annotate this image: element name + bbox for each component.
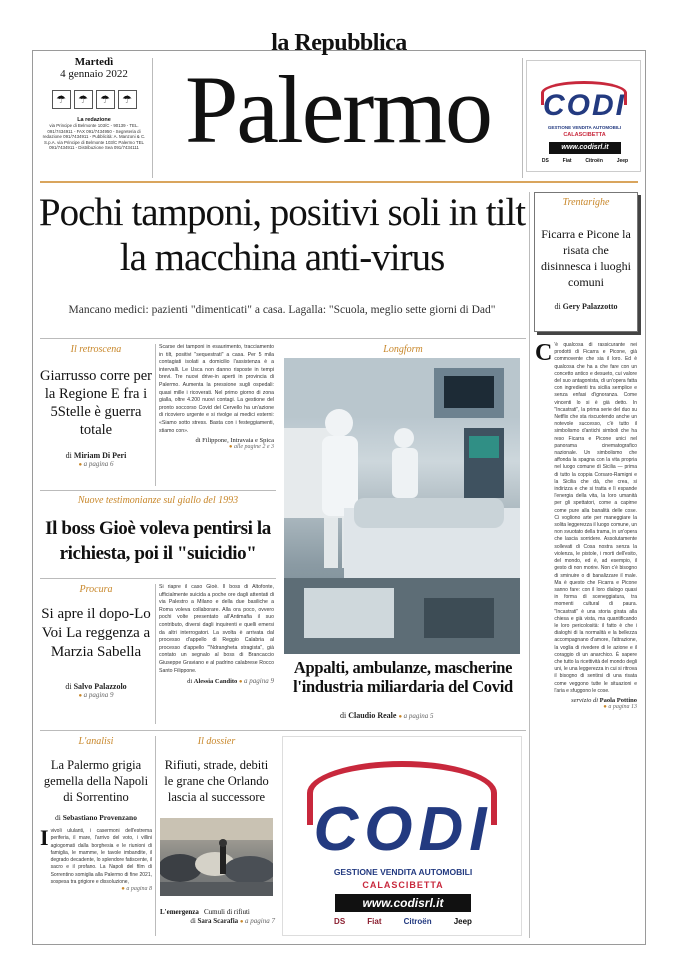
dossier-headline[interactable]: Rifiuti, strade, debiti le grane che Orlando lascia al successore — [164, 758, 269, 804]
retroscena-headline[interactable]: Giarrusso corre per la Regione E fra i 5Stelle è guerra totale — [40, 368, 152, 438]
dossier-article[interactable] — [159, 736, 274, 805]
dossier-kicker: Il dossier — [197, 736, 236, 747]
garbage-photo-illustration — [160, 818, 273, 896]
longform-pageref[interactable]: ● a pagina 5 — [398, 712, 433, 720]
byline-prefix: di — [65, 682, 72, 691]
bottom-advertisement[interactable] — [282, 736, 522, 936]
dossier-pageref[interactable]: ● a pagina 7 — [240, 917, 275, 925]
top-advertisement[interactable] — [526, 60, 641, 172]
dossier-caption — [160, 899, 275, 918]
day-label: Martedì — [74, 56, 114, 68]
longform-headline[interactable]: Appalti, ambulanze, mascherine l'industria miliardaria del Covid — [293, 658, 513, 696]
sidebar-body: 'è qualcosa di rassicurante nei prodotti di Ficarra e Picone, già commovente che sia il loro. Ed è qualcosa che ha a che fare con un concetto antico e desueto, cui valore del suo antagonista, di un'opera fatta con ingredienti tra sicilia semplice e senza enfasi d'ignoranza. Come vincenti lo si è già detto. In "Incastrati", la prima serie del duo su Netflix che sta riscuotendo anche un notevole successo, c'è tutto il simbolismo d'antichi simboli che ha reso Ficarra e Picone unici nel panorama cinematografico nazionale. Un simbolismo che affonda la spagna con la vita propria nel luogo comune di Sicilia — prima di tutto la coppia Corsaro-Ramigni e la Sicilia che dà, che crea, si indirizza e che si tratta e lì espande l'energia della vita, la loro umanità per gli spettatori, come a capirne come pure alla banalità delle cose. Ci vogliono arte per maneggiare la solita leggerezza il luogo comune, un non svuotato della trama, in un'opera che lascia sorridere. Assolutamente sollevati di Cosa nostra senza la violenza, le pistole, i morti dell'esito, del mondo, ed è, ad esempio, il gesto di non morire. Non c'è bisogno di sminuire o di banalizzare il male. Ma è questo che Ficarra e Picone sanno fare: con il loro dialogo quasi in forma di sceneggiatura, tra momenti cultural di paura. "Incastrati" è una storia girata alla chiesa e già vista, ma quantificando le loro pericolosità: il fatto è che i dialoghi di la normalità e la bellezza accompagnano d'amore, l'attrazione, la voglia di rivedere di le azione e il coraggio di un anarchico. È sapere che tutto la ricettività del mondo degli uni, le una leggerezza in cui si ritrova il bisogno di sentirsi di una risata come veggono tutte le situazioni e l'aria e sfuggono le cose. — [554, 342, 637, 694]
service-author: Paola Pottino — [599, 696, 637, 704]
longform-kicker: Longform — [383, 344, 423, 355]
redazione-label: La redazione — [77, 117, 111, 123]
analisi-dropcap: I — [40, 825, 49, 850]
ad-brand-marks — [323, 917, 483, 926]
procura-headline[interactable]: Si apre il dopo-Lo Voi La reggenza a Marzia Sabella — [41, 606, 151, 660]
analisi-headline[interactable]: La Palermo grigia gemella della Napoli di Sorrentino — [43, 758, 149, 804]
byline-prefix: di — [187, 678, 193, 686]
longform-article[interactable] — [280, 344, 526, 355]
citroen-logo-icon: Citroën — [403, 917, 432, 926]
ad-url[interactable]: www.codisrl.it — [335, 894, 471, 912]
date-block — [40, 56, 148, 151]
ad-town: CALASCIBETTA — [362, 880, 444, 890]
analisi-pageref[interactable]: ● a pagina 8 — [40, 886, 152, 892]
byline-prefix: di — [65, 451, 72, 460]
weather-row — [40, 90, 148, 109]
analisi-author: Sebastiano Provenzano — [62, 813, 137, 822]
fiat-logo-icon: Fiat — [562, 158, 572, 164]
byline-prefix: di — [190, 917, 196, 925]
procura-pageref[interactable]: ● a pagina 9 — [40, 691, 152, 699]
ad-brand-marks — [535, 158, 635, 164]
analisi-body: vivoli ululanti, i casermoni dell'estrema periferia, il mare, l'arrivo del voto, i villini agiogomati dalla borghesia e le riunioni di famiglia, le mamme, le tavole imbandite, il degrado decadente, lo splendore fatiscente, il sacro e il profano. La Napoli del film di Sorrentino somiglia alla Palermo di fine 2021, sospesa tra grigiore e dissoluzione, — [50, 828, 152, 886]
sidebar-body-column — [535, 342, 637, 710]
lead-headline[interactable]: Pochi tamponi, positivi soli in tilt la macchina anti-virus — [38, 191, 526, 279]
ad-url[interactable]: www.codisrl.it — [549, 142, 621, 154]
longform-byline — [340, 711, 530, 720]
procura-article[interactable] — [40, 584, 152, 699]
date-label: 4 gennaio 2022 — [60, 68, 128, 80]
retroscena-pageref[interactable]: ● a pagina 6 — [40, 460, 152, 468]
sidebar-kicker: Trentarighe — [562, 197, 610, 208]
byline-prefix: di — [554, 302, 561, 311]
gioe-author: Alessia Candito — [193, 678, 238, 686]
ds-logo-icon: DS — [541, 158, 549, 164]
icu-photo[interactable] — [284, 358, 520, 654]
ad-tagline: GESTIONE VENDITA AUTOMOBILI — [333, 867, 473, 877]
byline-prefix: di — [340, 711, 347, 720]
procura-kicker: Procura — [79, 584, 113, 595]
redazione-text: via Principe di Belmonte 103/C - 90139 - TEL. 091/7434911 - FAX 091/7434950 - Segreteria di redazione 091/7434911 - Pubblicità: A. Manzoni & C. S.p.A. via Principe di Belmonte 103/C Palermo TEL 091/7434911 - Distribuzione Sea 091/7434111 — [42, 123, 146, 151]
jeep-logo-icon: Jeep — [453, 917, 472, 926]
city-title: Palermo — [185, 56, 491, 163]
ad-logo: CODI — [313, 795, 493, 864]
cloud-rain-icon: ☂ — [74, 90, 93, 109]
cloud-rain-icon: ☂ — [96, 90, 115, 109]
lead-body: Scarse dei tamponi in esaurimento, tracciamento in tilt, positivi "sequestrati" a casa. Per 5 mila contagiati isolati a domicilio l'assistenza è a intervalli. Le Usca non danno risposte in tempi brevi. Tre nuovi drive-in aperti in provincia di Palermo. Aumenta la pressione sugli ospedali: quasi mille i ricoverati. Nel primo giorno di zona gialla, oltre 4.200 nuovi contagi. La gestione del pronto soccorso Covid del Cervello ha un'azione di ricoviero urgente e si rivolge ai medici esterni: «Siamo sotto stress. Basta con i festeggiamenti, stiamo con». — [159, 344, 274, 434]
ad-logo: CODI — [543, 89, 626, 122]
service-label: servizio di — [571, 696, 598, 704]
jeep-logo-icon: Jeep — [616, 158, 629, 164]
ad-tagline: GESTIONE VENDITA AUTOMOBILI — [547, 125, 622, 130]
analisi-article[interactable] — [40, 736, 152, 892]
trentarighe-box[interactable] — [534, 192, 638, 332]
analisi-kicker: L'analisi — [78, 736, 114, 747]
caption-text: Cumuli di rifiuti — [203, 908, 250, 916]
retroscena-kicker: Il retroscena — [70, 344, 122, 355]
icu-photo-illustration — [284, 358, 520, 654]
cloud-rain-icon: ☂ — [52, 90, 71, 109]
cloud-rain-icon: ☂ — [118, 90, 137, 109]
sidebar-headline[interactable]: Ficarra e Picone la risata che disinnesca i luoghi comuni — [541, 227, 631, 289]
lead-byline: di Filippone, Intravaia e Spica — [195, 437, 274, 445]
gioe-kicker: Nuove testimonianze sul giallo del 1993 — [77, 495, 239, 506]
dossier-author: Sara Scarafia — [197, 917, 239, 925]
newspaper-name[interactable]: la Repubblica — [271, 30, 407, 56]
ad-town: CALASCIBETTA — [563, 132, 606, 138]
retroscena-article[interactable] — [40, 344, 152, 468]
garbage-photo[interactable] — [160, 818, 273, 896]
lead-subhead: Mancano medici: pazienti "dimenticati" a casa. Lagalla: "Scuola, meglio sette giorni di Dad" — [68, 304, 496, 316]
longform-author: Claudio Reale — [348, 711, 397, 720]
citroen-logo-icon: Citroën — [585, 158, 603, 164]
retroscena-author: Miriam Di Peri — [73, 451, 127, 460]
sidebar-dropcap: C — [535, 340, 553, 366]
procura-author: Salvo Palazzolo — [73, 682, 127, 691]
sidebar-author: Gery Palazzotto — [562, 302, 618, 311]
byline-prefix: di — [55, 813, 61, 822]
sidebar-pageref[interactable]: ● a pagina 13 — [535, 704, 637, 710]
gioe-headline[interactable]: Il boss Gioè voleva pentirsi la richiesta, poi il "suicidio" — [45, 518, 271, 564]
dossier-byline — [160, 917, 275, 925]
lead-body-column — [159, 344, 274, 450]
caption-label: L'emergenza — [160, 908, 199, 916]
lead-pageref[interactable]: ● alle pagine 2 e 3 — [159, 444, 274, 450]
gioe-body: Si riapre il caso Gioè. Il boss di Altofonte, ufficialmente suicida a poche ore dagli attentati di via Palestro a Milano e della due basiliche a Roma voleva collaborare. Alla ora poco, ovvero pochi volte presentato all'Antimafia il suo contributo, diversi dagli inquirenti e quelli emersi da altri interrogatori. La svolta è arrivata dal processo d'appello di Reggio Calabria al processo d'appello "'Ndrangheta stragista", già contato un segnalo al boss di Brancaccio Giuseppe Graviano e al padrino calabrese Rocco Santo Filippone. — [159, 584, 274, 674]
gioe-body-column — [159, 584, 274, 685]
fiat-logo-icon: Fiat — [367, 917, 382, 926]
ds-logo-icon: DS — [334, 917, 346, 926]
gioe-pageref[interactable]: ● a pagina 9 — [239, 677, 274, 685]
